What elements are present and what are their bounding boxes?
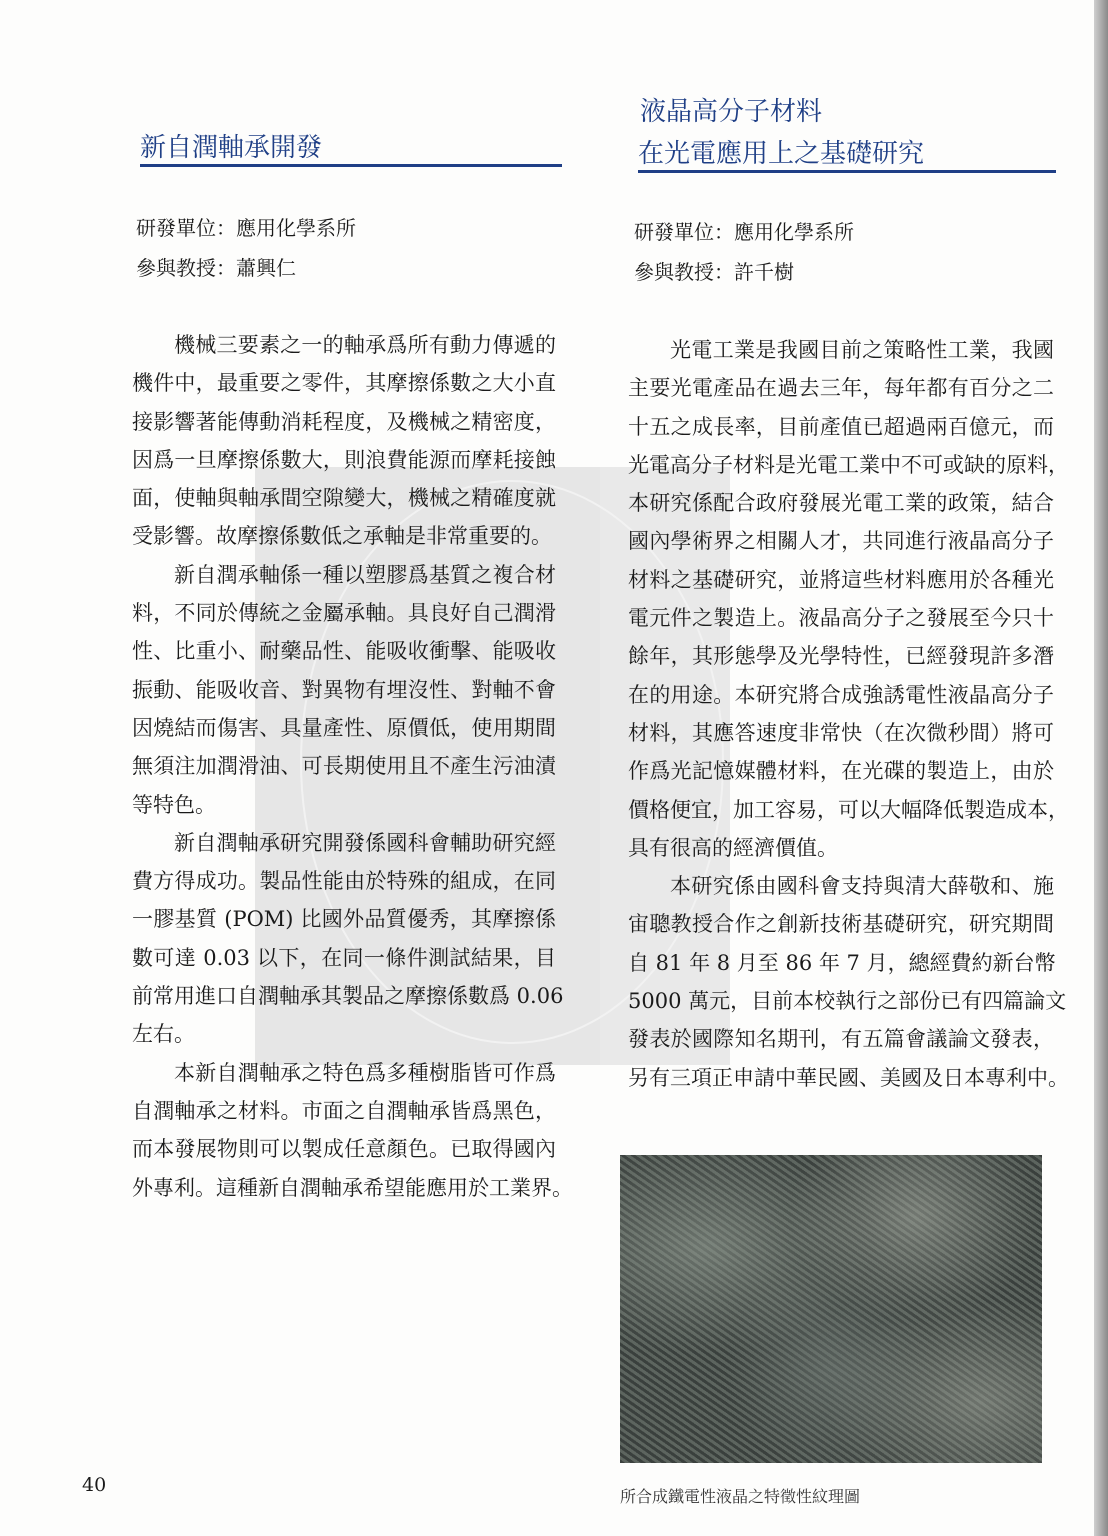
text-line: 主要光電產品在過去三年，每年都有百分之二 [628, 376, 1054, 401]
text-line: 價格便宜，加工容易，可以大幅降低製造成本， [628, 797, 1069, 822]
text-line: 電元件之製造上。液晶高分子之發展至今只十 [628, 606, 1054, 631]
text-line: 新自潤承軸係一種以塑膠爲基質之複合材 [174, 562, 556, 587]
scan-edge [1094, 0, 1108, 1536]
right-article-title-line2: 在光電應用上之基礎研究 [638, 139, 925, 169]
text-line: 外專利。這種新自潤軸承希望能應用於工業界。 [132, 1175, 573, 1200]
text-line: 前常用進口自潤軸承其製品之摩擦係數爲 0.06 [132, 984, 564, 1009]
left-research-unit: 研發單位：應用化學系所 [136, 216, 356, 240]
text-line: 另有三項正申請中華民國、美國及日本專利中。 [628, 1065, 1069, 1090]
text-line: 接影響著能傳動消耗程度，及機械之精密度， [132, 409, 556, 434]
text-line: 機件中，最重要之零件，其摩擦係數之大小直 [132, 371, 556, 396]
text-line: 發表於國際知名期刊，有五篇會議論文發表， [628, 1027, 1054, 1052]
text-line: 費方得成功。製品性能由於特殊的組成，在同 [132, 869, 556, 894]
left-article-title: 新自潤軸承開發 [140, 133, 323, 163]
right-research-unit: 研發單位：應用化學系所 [634, 220, 854, 244]
text-line: 在的用途。本研究將合成強誘電性液晶高分子 [628, 682, 1054, 707]
text-line: 本研究係由國科會支持與清大薛敬和、施 [670, 874, 1054, 899]
text-line: 具有很高的經濟價值。 [628, 835, 838, 860]
text-line: 宙聰教授合作之創新技術基礎研究，研究期間 [628, 912, 1054, 937]
text-line: 光電高分子材料是光電工業中不可或缺的原料， [628, 452, 1069, 477]
text-line: 面，使軸與軸承間空隙變大，機械之精確度就 [132, 486, 556, 511]
text-line: 十五之成長率，目前產值已超過兩百億元，而 [628, 414, 1054, 439]
text-line: 一膠基質 (POM) 比國外品質優秀，其摩擦係 [132, 907, 556, 932]
right-professor: 參與教授：許千樹 [634, 260, 794, 284]
text-line: 振動、能吸收音、對異物有埋沒性、對軸不會 [132, 677, 556, 702]
left-professor: 參與教授：蕭興仁 [136, 256, 296, 280]
right-article-body [628, 331, 1069, 1097]
text-line: 等特色。 [132, 792, 216, 817]
figure-caption: 所合成鐵電性液晶之特徵性紋理圖 [620, 1487, 861, 1506]
text-line: 因爲一旦摩擦係數大，則浪費能源而摩耗接蝕 [132, 447, 556, 472]
text-line: 本新自潤軸承之特色爲多種樹脂皆可作爲 [174, 1060, 556, 1085]
text-line: 新自潤軸承研究開發係國科會輔助研究經 [174, 830, 556, 855]
text-line: 材料，其應答速度非常快（在次微秒間）將可 [628, 720, 1054, 745]
text-line: 左右。 [132, 1022, 195, 1047]
text-line: 受影響。故摩擦係數低之承軸是非常重要的。 [132, 524, 552, 549]
title-underline [140, 164, 562, 167]
left-article-body [132, 326, 573, 1207]
right-article-title-line1: 液晶高分子材料 [640, 97, 823, 127]
page-number: 40 [82, 1474, 107, 1496]
title-underline [638, 170, 1056, 173]
text-line: 性、比重小、耐藥品性、能吸收衝擊、能吸收 [132, 639, 556, 664]
text-line: 光電工業是我國目前之策略性工業，我國 [670, 338, 1054, 362]
text-line: 本研究係配合政府發展光電工業的政策，結合 [628, 491, 1054, 516]
liquid-crystal-texture-photo [620, 1155, 1042, 1463]
text-line: 5000 萬元，目前本校執行之部份已有四篇論文 [628, 989, 1067, 1014]
text-line: 作爲光記憶媒體材料，在光碟的製造上，由於 [628, 759, 1054, 784]
text-line: 而本發展物則可以製成任意顏色。已取得國內 [132, 1137, 556, 1162]
text-line: 機械三要素之一的軸承爲所有動力傳遞的 [174, 333, 556, 357]
text-line: 料，不同於傳統之金屬承軸。具良好自己潤滑 [132, 601, 556, 626]
text-line: 數可達 0.03 以下，在同一條件測試結果，目 [132, 945, 556, 970]
text-line: 無須注加潤滑油、可長期使用且不產生污油漬 [132, 754, 556, 779]
text-line: 因燒結而傷害、具量產性、原價低，使用期間 [132, 715, 556, 740]
text-line: 國內學術界之相關人才，共同進行液晶高分子 [628, 529, 1054, 554]
text-line: 自 81 年 8 月至 86 年 7 月，總經費約新台幣 [628, 950, 1056, 975]
text-line: 自潤軸承之材料。市面之自潤軸承皆爲黑色， [132, 1098, 556, 1123]
text-line: 餘年，其形態學及光學特性，已經發現許多潛 [628, 644, 1054, 669]
text-line: 材料之基礎研究，並將這些材料應用於各種光 [628, 567, 1054, 592]
